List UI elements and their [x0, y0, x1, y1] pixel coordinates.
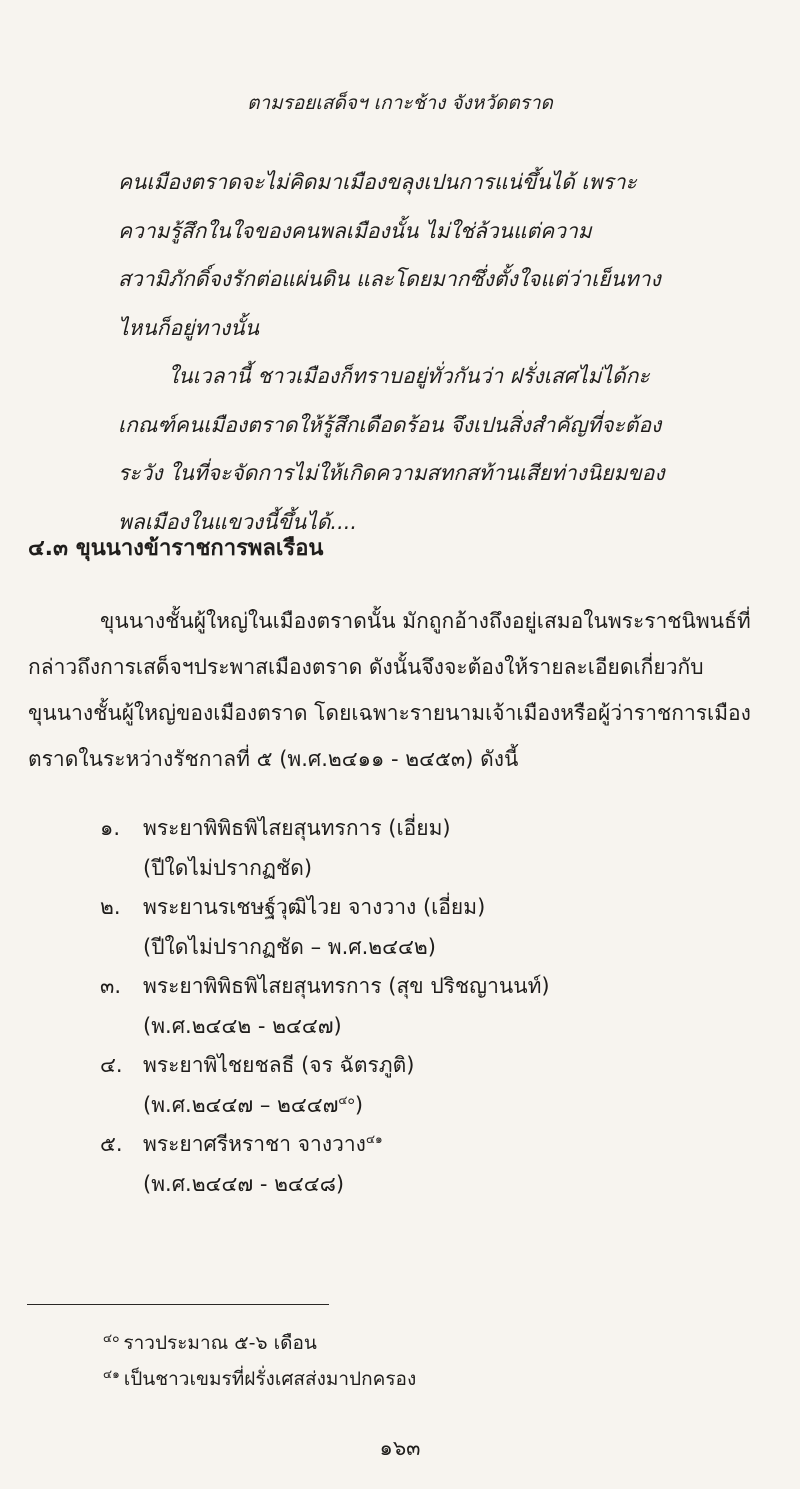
list-number: ๒. — [100, 895, 121, 919]
footnote-divider — [27, 1304, 329, 1305]
list-item — [100, 968, 760, 1047]
quote-line: คนเมืองตราดจะไม่คิดมาเมืองขลุงเปนการแน่ขึ้นได้ เพราะ — [118, 170, 637, 194]
paragraph-line: ขุนนางชั้นผู้ใหญ่ในเมืองตราดนั้น มักถูกอ้างถึงอยู่เสมอในพระราชนิพนธ์ที่ — [100, 609, 751, 633]
governor-name: พระยาพิไชยชลธี (จร ฉัตรภูติ) — [143, 1053, 415, 1077]
quote-line: พลเมืองในแขวงนี้ขึ้นได้.... — [118, 509, 358, 534]
running-header: ตามรอยเสด็จฯ เกาะช้าง จังหวัดตราด — [247, 92, 553, 114]
body-paragraph — [28, 598, 768, 782]
governor-name: พระยาศรีหราชา จางวาง — [143, 1132, 366, 1156]
governor-name: พระยานรเชษฐ์วุฒิไวย จางวาง (เอี่ยม) — [143, 895, 486, 919]
list-number: ๕. — [100, 1132, 123, 1156]
quoted-passage — [118, 158, 678, 546]
footnote-text: ราวประมาณ ๕-๖ เดือน — [123, 1332, 317, 1354]
footnote — [103, 1361, 416, 1397]
list-item — [100, 810, 760, 889]
governor-period: (ปีใดไม่ปรากฏชัด) — [143, 856, 313, 880]
footnote-marker[interactable]: ๔๐ — [338, 1093, 355, 1107]
list-number: ๑. — [100, 816, 121, 840]
footnote — [103, 1325, 416, 1361]
quote-line: ไหนก็อยู่ทางนั้น — [118, 315, 259, 340]
footnote-number: ๔๐ — [103, 1330, 120, 1345]
list-number: ๔. — [100, 1053, 123, 1077]
footnote-marker[interactable]: ๔๑ — [365, 1132, 383, 1146]
list-item — [100, 1126, 760, 1205]
quote-line: เกณฑ์คนเมืองตราดให้รู้สึกเดือดร้อน จึงเปนสิ่งสำคัญที่จะต้อง — [118, 412, 662, 437]
quote-line: สวามิภักดิ์จงรักต่อแผ่นดิน และโดยมากซึ่งตั้งใจแต่ว่าเย็นทาง — [118, 267, 661, 291]
page-number: ๑๖๓ — [379, 1436, 421, 1460]
governor-period: (พ.ศ.๒๔๔๗ - ๒๔๔๘) — [143, 1172, 345, 1196]
governor-period: (พ.ศ.๒๔๔๗ – ๒๔๔๗ — [143, 1093, 339, 1117]
list-item — [100, 1047, 760, 1126]
period-closing: ) — [354, 1093, 364, 1117]
footnote-text: เป็นชาวเขมรที่ฝรั่งเศสส่งมาปกครอง — [123, 1368, 417, 1390]
governor-period-row — [100, 1084, 760, 1126]
list-number: ๓. — [100, 974, 122, 998]
quote-line: ความรู้สึกในใจของคนพลเมืองนั้น ไม่ใช่ล้วนแต่ความ — [118, 218, 592, 243]
paragraph-line: ขุนนางชั้นผู้ใหญ่ของเมืองตราด โดยเฉพาะรายนามเจ้าเมืองหรือผู้ว่าราชการเมือง — [28, 701, 751, 725]
list-item — [100, 889, 760, 968]
governor-period: (พ.ศ.๒๔๔๒ - ๒๔๔๗) — [143, 1014, 342, 1038]
section-heading: ๔.๓ ขุนนางข้าราชการพลเรือน — [28, 536, 324, 561]
paragraph-line: ตราดในระหว่างรัชกาลที่ ๕ (พ.ศ.๒๔๑๑ - ๒๔๕๓) ดังนี้ — [28, 747, 519, 771]
paragraph-line: กล่าวถึงการเสด็จฯประพาสเมืองตราด ดังนั้นจึงจะต้องให้รายละเอียดเกี่ยวกับ — [28, 655, 704, 679]
footnotes — [103, 1325, 416, 1397]
governor-name: พระยาพิพิธพิไสยสุนทรการ (สุข ปริชญานนท์) — [143, 974, 550, 998]
footnote-number: ๔๑ — [103, 1366, 120, 1381]
quote-line: ระวัง ในที่จะจัดการไม่ให้เกิดความสทกสท้านเสียท่างนิยมของ — [118, 461, 665, 485]
quote-line: ในเวลานี้ ชาวเมืองก็ทราบอยู่ทั่วกันว่า ฝรั่งเสศไม่ได้กะ — [168, 364, 650, 388]
governor-name: พระยาพิพิธพิไสยสุนทรการ (เอี่ยม) — [143, 816, 451, 840]
governor-list — [100, 810, 760, 1205]
governor-period: (ปีใดไม่ปรากฏชัด – พ.ศ.๒๔๔๒) — [143, 935, 436, 959]
